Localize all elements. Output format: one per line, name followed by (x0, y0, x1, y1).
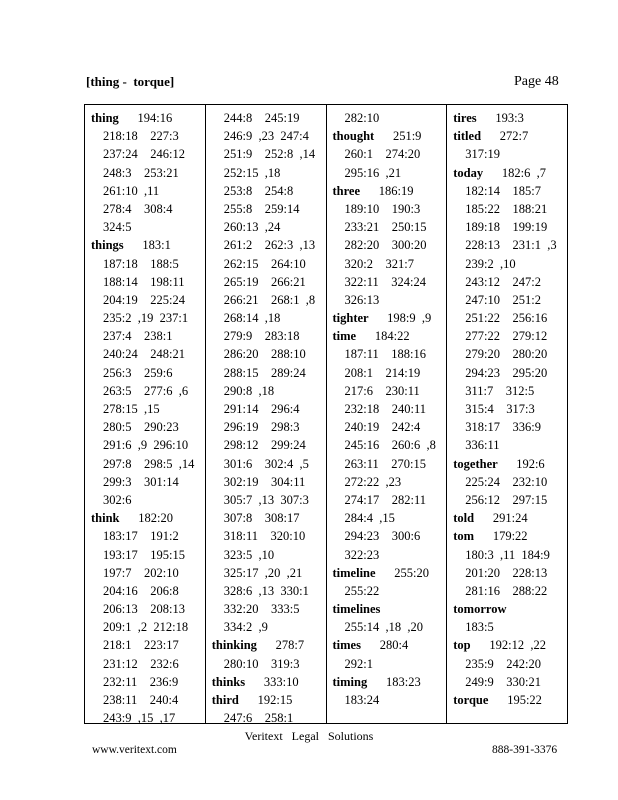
index-page-ref: 179:22 (492, 529, 528, 544)
index-page-refs-line: 228:13 231:1 ,3 (465, 238, 557, 253)
index-page-refs-line: 208:1 214:19 (344, 365, 421, 380)
index-term: top (453, 638, 471, 653)
index-term-line (333, 127, 447, 145)
index-page-refs-line: 274:17 282:11 (344, 492, 426, 507)
index-page-refs-line: 255:14 ,18 ,20 (344, 620, 423, 635)
index-term-line (212, 691, 326, 709)
index-page-refs-line: 322:23 (344, 547, 380, 562)
index-term-line (91, 109, 205, 127)
page-number: Page 48 (514, 74, 559, 89)
index-term: tires (453, 111, 477, 125)
footer-phone: 888-391-3376 (492, 744, 558, 756)
index-page-refs-line: 317:19 (465, 147, 500, 162)
index-page-refs-line: 238:11 240:4 (103, 693, 179, 707)
index-page-refs-line: 272:22 ,23 (344, 474, 402, 489)
index-term: thinks (211, 674, 246, 689)
index-page-refs-line: 263:11 270:15 (344, 456, 426, 471)
index-term-line (453, 164, 567, 182)
index-page-refs-line: 261:10 ,11 (103, 183, 160, 198)
index-page-refs-line: 279:20 280:20 (465, 347, 548, 362)
index-page-refs-line: 225:24 232:10 (465, 474, 548, 489)
index-page-refs-line: 290:8 ,18 (223, 383, 275, 398)
index-page-refs-line: 301:6 302:4 ,5 (223, 456, 309, 471)
index-page-ref: 182:6 ,7 (501, 165, 546, 180)
index-page-refs-line: 282:10 (344, 111, 380, 125)
index-page-refs-line: 183:5 (465, 620, 494, 635)
index-term-line (453, 527, 567, 545)
index-page-ref: 278:7 (275, 638, 305, 653)
index-term-line (453, 636, 567, 654)
index-term: thought (332, 129, 375, 144)
index-page-refs-line: 298:12 299:24 (223, 438, 306, 453)
index-page-refs-line: 255:22 (344, 583, 380, 598)
index-page-refs-line: 218:18 227:3 (103, 129, 179, 144)
index-term-line (453, 691, 567, 709)
index-page-ref: 198:9 ,9 (387, 311, 432, 326)
index-page-refs-line: 252:15 ,18 (223, 165, 281, 180)
index-page-refs-line: 318:11 320:10 (223, 529, 306, 544)
index-page-refs-line: 263:5 277:6 ,6 (103, 383, 189, 398)
index-page-refs-line: 324:5 (103, 220, 132, 235)
footer-company: Veritext Legal Solutions (244, 729, 374, 743)
index-page-ref: 192:6 (516, 456, 545, 471)
index-page-refs-line: 286:20 288:10 (223, 347, 306, 362)
index-page-refs-line: 291:6 ,9 296:10 (103, 438, 189, 453)
index-page-refs-line: 189:18 199:19 (465, 220, 548, 235)
index-page-refs-line: 232:18 240:11 (344, 402, 426, 416)
index-page-refs-line: 277:22 279:12 (465, 329, 548, 344)
index-page-refs-line: 305:7 ,13 307:3 (223, 492, 309, 507)
index-page-refs-line: 288:15 289:24 (223, 365, 306, 380)
index-term-line (333, 564, 447, 582)
index-term: today (453, 165, 484, 180)
index-term: timing (332, 674, 368, 689)
word-index-table (84, 104, 568, 724)
index-page-ref: 280:4 (379, 638, 409, 653)
index-page-ref: 192:15 (257, 693, 293, 707)
index-page-ref: 255:20 (394, 565, 430, 580)
index-page-refs-line: 294:23 295:20 (465, 365, 548, 380)
index-page-refs-line: 253:8 254:8 (223, 183, 294, 198)
range-separator: - (119, 74, 134, 89)
index-page-refs-line: 279:9 283:18 (223, 329, 300, 344)
index-page-refs-line: 187:11 188:16 (344, 347, 426, 362)
index-page-refs-line: 328:6 ,13 330:1 (223, 583, 309, 598)
index-term: times (332, 638, 361, 653)
index-page-refs-line: 296:19 298:3 (223, 420, 300, 435)
index-page-refs-line: 332:20 333:5 (223, 602, 300, 617)
index-page-refs-line: 261:2 262:3 ,13 (223, 238, 316, 253)
index-page-refs-line: 320:2 321:7 (344, 256, 414, 271)
index-term-line (453, 109, 567, 127)
range-end: torque] (133, 74, 175, 89)
index-page-refs-line: 244:8 245:19 (223, 111, 300, 125)
index-page-refs-line: 311:7 312:5 (465, 383, 535, 398)
index-page-refs-line: 260:1 274:20 (344, 147, 421, 162)
index-page-refs-line: 185:22 188:21 (465, 201, 548, 216)
index-page-refs-line: 297:8 298:5 ,14 (103, 456, 195, 471)
index-page-refs-line: 248:3 253:21 (103, 165, 179, 180)
index-page-refs-line: 239:2 ,10 (465, 256, 516, 271)
index-page-refs-line: 197:7 202:10 (103, 565, 179, 580)
index-page-refs-line: 183:24 (344, 693, 380, 707)
index-term: thinking (211, 638, 257, 653)
index-column-1 (85, 105, 206, 726)
index-term-line (453, 509, 567, 527)
index-page-refs-line: 256:12 297:15 (465, 492, 548, 507)
index-column-4 (447, 105, 567, 723)
index-page-refs-line: 266:21 268:1 ,8 (223, 292, 316, 307)
index-term-line (333, 636, 447, 654)
index-page-refs-line: 180:3 ,11 184:9 (465, 547, 550, 562)
index-page-refs-line: 280:10 319:3 (223, 656, 300, 671)
index-page-refs-line: 217:6 230:11 (344, 383, 420, 398)
index-page-refs-line: 237:24 246:12 (103, 147, 185, 162)
index-page-refs-line: 183:17 191:2 (103, 529, 179, 544)
index-page-refs-line: 255:8 259:14 (223, 201, 300, 216)
index-page-ref: 195:22 (507, 693, 542, 707)
index-page-refs-line: 265:19 266:21 (223, 274, 306, 289)
index-term: titled (453, 129, 482, 144)
index-page-refs-line: 240:24 248:21 (103, 347, 185, 362)
index-page-ref: 183:23 (385, 674, 421, 689)
index-page-refs-line: 245:16 260:6 ,8 (344, 438, 436, 453)
footer-website: www.veritext.com (92, 744, 177, 756)
index-page-ref: 182:20 (138, 511, 173, 526)
index-page-ref: 251:9 (392, 129, 422, 144)
index-page-refs-line: 326:13 (344, 292, 380, 307)
index-term: told (453, 511, 475, 526)
index-term: think (91, 511, 120, 526)
index-page-refs-line: 233:21 250:15 (344, 220, 427, 235)
index-page-ref: 184:22 (374, 329, 410, 344)
index-page-ref: 194:16 (137, 111, 173, 125)
index-term-line (212, 673, 326, 691)
index-page-refs-line: 189:10 190:3 (344, 201, 421, 216)
index-page-refs-line: 281:16 288:22 (465, 583, 548, 598)
index-page-refs-line: 282:20 300:20 (344, 238, 427, 253)
index-page-refs-line: 187:18 188:5 (103, 256, 179, 271)
index-term-line (333, 309, 447, 327)
index-term-line (333, 673, 447, 691)
index-term: tomorrow (453, 602, 507, 617)
index-page-refs-line: 284:4 ,15 (344, 511, 395, 526)
index-page-refs-line: 315:4 317:3 (465, 402, 535, 416)
index-page-refs-line: 237:4 238:1 (103, 329, 173, 344)
index-term-line (333, 600, 447, 618)
index-page-refs-line: 249:9 330:21 (465, 674, 541, 689)
index-page-refs-line: 280:5 290:23 (103, 420, 179, 435)
index-term-line (91, 509, 205, 527)
index-page-refs-line: 232:11 236:9 (103, 674, 179, 689)
index-page-refs-line: 188:14 198:11 (103, 274, 185, 289)
index-page-refs-line: 251:22 256:16 (465, 311, 548, 326)
index-term: things (91, 238, 124, 253)
range-start: [thing (86, 74, 120, 89)
index-page-ref: 183:1 (142, 238, 171, 253)
index-page-refs-line: 336:11 (465, 438, 500, 453)
index-term: timelines (332, 602, 381, 617)
index-page-ref: 333:10 (263, 674, 299, 689)
index-page-refs-line: 240:19 242:4 (344, 420, 421, 435)
index-page-refs-line: 260:13 ,24 (223, 220, 281, 235)
index-term: time (332, 329, 357, 344)
index-page-refs-line: 204:16 206:8 (103, 583, 179, 598)
index-page-refs-line: 302:19 304:11 (223, 474, 306, 489)
index-term: thing (91, 111, 119, 125)
index-page-refs-line: 302:6 (103, 492, 132, 507)
index-term-line (212, 636, 326, 654)
index-term: timeline (332, 565, 376, 580)
index-page-refs-line: 235:9 242:20 (465, 656, 541, 671)
index-term-line (333, 182, 447, 200)
index-term-line (453, 455, 567, 473)
index-page-refs-line: 235:2 ,19 237:1 (103, 311, 189, 326)
index-page-refs-line: 243:12 247:2 (465, 274, 541, 289)
index-page-refs-line: 193:17 195:15 (103, 547, 185, 562)
index-page-refs-line: 294:23 300:6 (344, 529, 421, 544)
index-page-refs-line: 243:9 ,15 ,17 (103, 711, 176, 726)
index-page-refs-line: 247:10 251:2 (465, 292, 541, 307)
index-page-refs-line: 291:14 296:4 (223, 402, 300, 416)
index-page-refs-line: 295:16 ,21 (344, 165, 402, 180)
index-page-refs-line: 218:1 223:17 (103, 638, 179, 653)
index-term-line (453, 127, 567, 145)
index-page-refs-line: 204:19 225:24 (103, 292, 185, 307)
index-page-ref: 193:3 (495, 111, 524, 125)
index-page-refs-line: 206:13 208:13 (103, 602, 185, 617)
index-column-3 (327, 105, 448, 723)
index-page-ref: 186:19 (378, 183, 414, 198)
index-page-refs-line: 325:17 ,20 ,21 (223, 565, 303, 580)
index-page-refs-line: 278:15 ,15 (103, 402, 160, 416)
index-term-line (333, 327, 447, 345)
index-page-refs-line: 246:9 ,23 247:4 (223, 129, 309, 144)
index-page-refs-line: 278:4 308:4 (103, 201, 173, 216)
index-page-ref: 272:7 (499, 129, 529, 144)
index-page-refs-line: 318:17 336:9 (465, 420, 541, 435)
index-page-refs-line: 307:8 308:17 (223, 511, 300, 526)
index-term: together (453, 456, 498, 471)
index-page-ref: 192:12 ,22 (489, 638, 546, 653)
index-page-refs-line: 251:9 252:8 ,14 (223, 147, 316, 162)
index-page-refs-line: 256:3 259:6 (103, 365, 173, 380)
index-page-refs-line: 268:14 ,18 (223, 311, 281, 326)
index-page-refs-line: 247:6 258:1 (223, 711, 294, 726)
index-term: torque (453, 693, 489, 707)
index-page-refs-line: 182:14 185:7 (465, 183, 541, 198)
index-term: three (332, 183, 361, 198)
index-page-ref: 291:24 (492, 511, 528, 526)
index-term: tighter (332, 311, 369, 326)
index-term-line (91, 236, 205, 254)
index-page-refs-line: 231:12 232:6 (103, 656, 179, 671)
index-page-refs-line: 322:11 324:24 (344, 274, 426, 289)
index-column-2 (206, 105, 327, 726)
index-term: tom (453, 529, 475, 544)
index-term-line (453, 600, 567, 618)
index-page-refs-line: 323:5 ,10 (223, 547, 275, 562)
index-page-refs-line: 201:20 228:13 (465, 565, 548, 580)
index-page-refs-line: 209:1 ,2 212:18 (103, 620, 189, 635)
index-page-refs-line: 292:1 (344, 656, 373, 671)
index-page-refs-line: 262:15 264:10 (223, 256, 306, 271)
index-term: third (211, 693, 239, 707)
index-page-refs-line: 299:3 301:14 (103, 474, 179, 489)
page-range-header (86, 74, 174, 90)
index-page-refs-line: 334:2 ,9 (223, 620, 268, 635)
